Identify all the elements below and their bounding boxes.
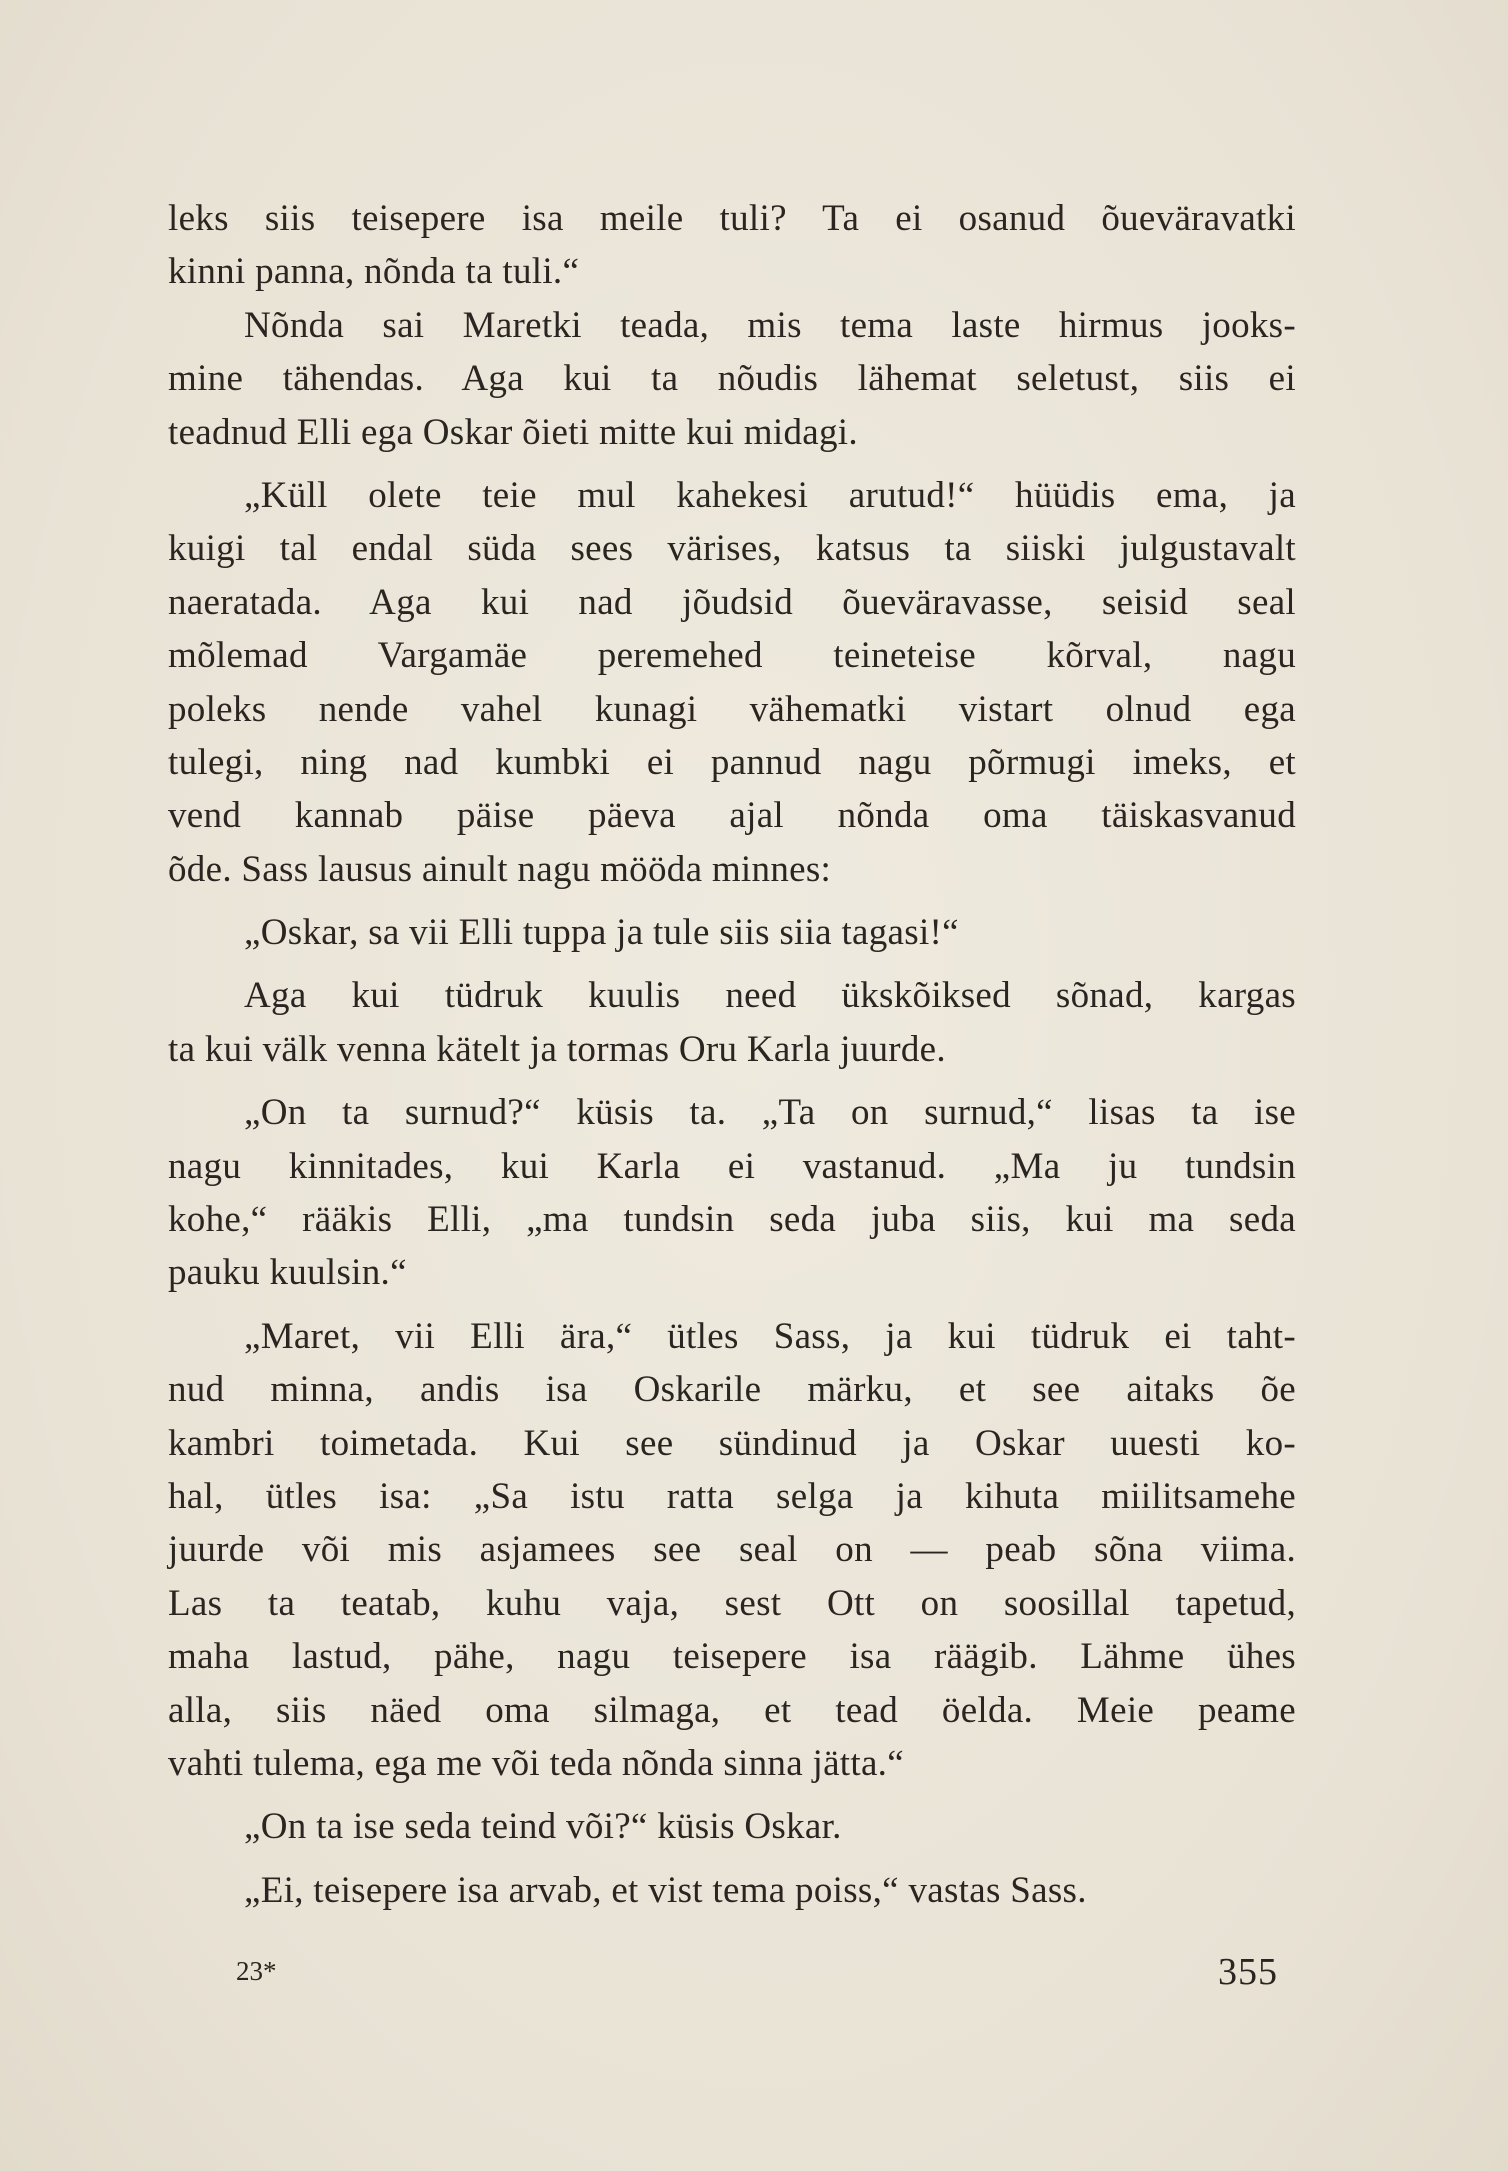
- text-line: õde. Sass lausus ainult nagu mööda minnes:: [168, 848, 832, 890]
- text-line: mine tähendas. Aga kui ta nõudis lähemat seletust, siis ei: [168, 358, 1296, 400]
- body-text: [168, 192, 1296, 1917]
- text-line: maha lastud, pähe, nagu teisepere isa räägib. Lähme ühes: [168, 1636, 1296, 1678]
- text-line: mõlemad Vargamäe peremehed teineteise kõrval, nagu: [168, 635, 1296, 677]
- text-line: Las ta teatab, kuhu vaja, sest Ott on soosillal tapetud,: [168, 1582, 1296, 1624]
- page-number: 355: [1218, 1951, 1278, 1993]
- text-line: juurde või mis asjamees see seal on — peab sõna viima.: [168, 1529, 1296, 1571]
- text-line: „Oskar, sa vii Elli tuppa ja tule siis siia tagasi!“: [244, 912, 959, 954]
- text-line: vend kannab päise päeva ajal nõnda oma täiskasvanud: [168, 795, 1296, 837]
- text-line: ta kui välk venna kätelt ja tormas Oru Karla juurde.: [168, 1028, 946, 1070]
- paragraph-gap: [168, 1076, 1296, 1086]
- text-line: „Maret, vii Elli ära,“ ütles Sass, ja kui tüdruk ei taht-: [244, 1315, 1296, 1357]
- text-line: pauku kuulsin.“: [168, 1252, 407, 1294]
- paragraph-gap: [168, 896, 1296, 906]
- text-line: leks siis teisepere isa meile tuli? Ta ei osanud õueväravatki: [168, 198, 1296, 239]
- text-line: hal, ütles isa: „Sa istu ratta selga ja kihuta miilitsamehe: [168, 1475, 1296, 1517]
- signature-mark: 23*: [236, 1956, 277, 1986]
- text-line: „Küll olete teie mul kahekesi arutud!“ hüüdis ema, ja: [244, 474, 1296, 516]
- text-line: alla, siis näed oma silmaga, et tead öelda. Meie peame: [168, 1689, 1296, 1731]
- text-line: Nõnda sai Maretki teada, mis tema laste hirmus jooks-: [244, 304, 1296, 346]
- text-line: nagu kinnitades, kui Karla ei vastanud. „Ma ju tundsin: [168, 1145, 1296, 1187]
- text-line: „On ta ise seda teind või?“ küsis Oskar.: [244, 1806, 842, 1848]
- paragraph-gap: [168, 1300, 1296, 1310]
- text-line: kinni panna, nõnda ta tuli.“: [168, 251, 580, 293]
- page-footer: [168, 1950, 1278, 2000]
- text-line: „On ta surnud?“ küsis ta. „Ta on surnud,“ lisas ta ise: [244, 1092, 1296, 1134]
- text-line: naeratada. Aga kui nad jõudsid õueväravasse, seisid seal: [168, 581, 1296, 623]
- text-line: poleks nende vahel kunagi vähematki vistart olnud ega: [168, 688, 1296, 730]
- text-line: kohe,“ rääkis Elli, „ma tundsin seda juba siis, kui ma seda: [168, 1199, 1296, 1241]
- text-line: tulegi, ning nad kumbki ei pannud nagu põrmugi imeks, et: [168, 741, 1296, 783]
- text-line: Aga kui tüdruk kuulis need ükskõiksed sõnad, kargas: [244, 975, 1296, 1017]
- text-line: kuigi tal endal süda sees värises, katsus ta siiski julgustavalt: [168, 528, 1296, 570]
- text-line: kambri toimetada. Kui see sündinud ja Oskar uuesti ko-: [168, 1422, 1296, 1464]
- text-line: nud minna, andis isa Oskarile märku, et see aitaks õe: [168, 1369, 1296, 1411]
- paragraph-gap: [168, 1790, 1296, 1800]
- text-line: teadnud Elli ega Oskar õieti mitte kui midagi.: [168, 411, 858, 453]
- text-line: vahti tulema, ega me või teda nõnda sinna jätta.“: [168, 1742, 904, 1784]
- paragraph-gap: [168, 1854, 1296, 1864]
- paragraph-gap: [168, 959, 1296, 969]
- paragraph-gap: [168, 459, 1296, 469]
- text-line: „Ei, teisepere isa arvab, et vist tema poiss,“ vastas Sass.: [244, 1869, 1087, 1911]
